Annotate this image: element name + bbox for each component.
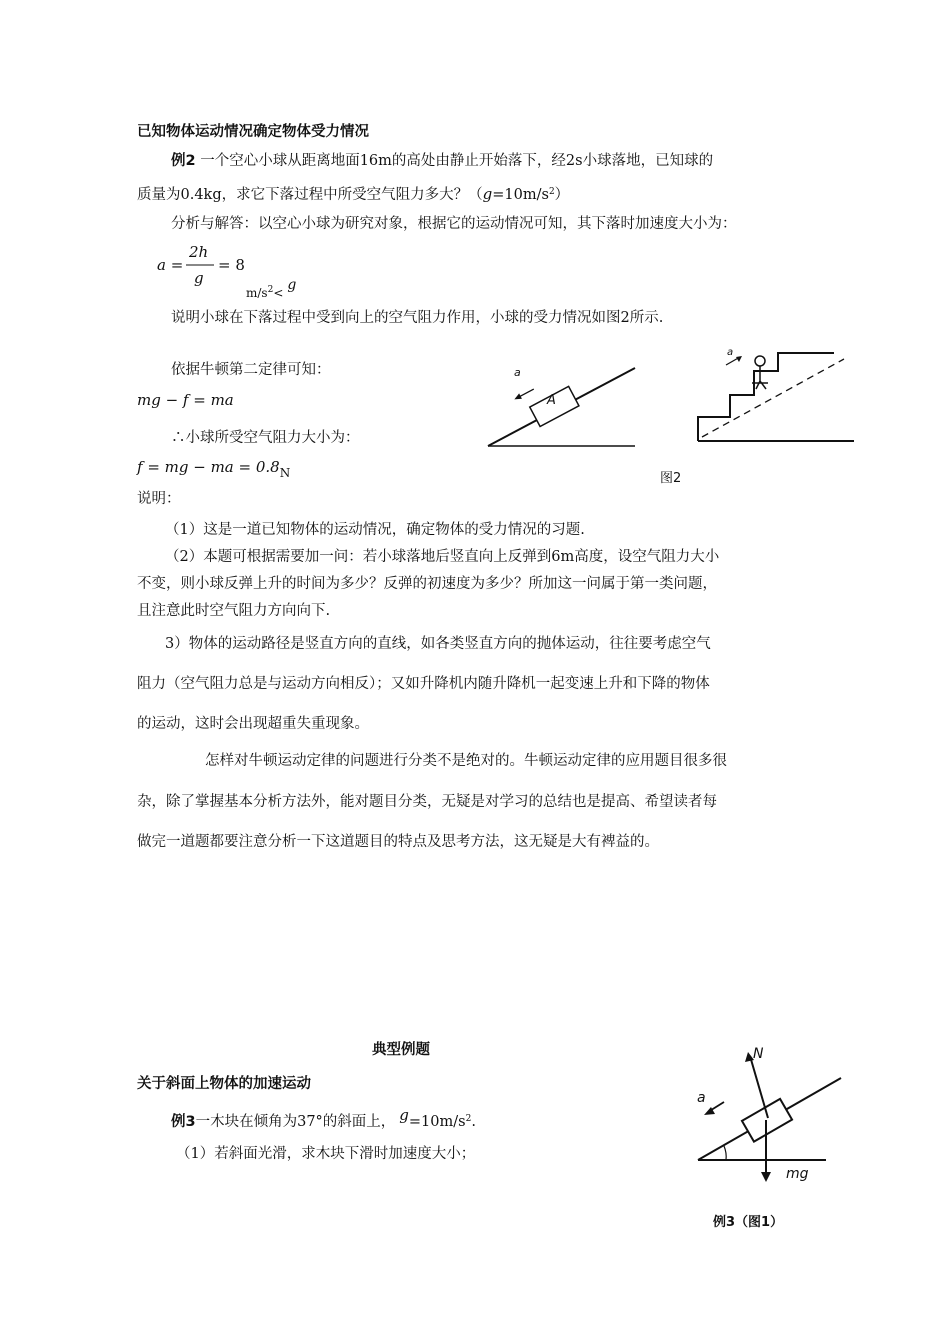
less-than: < <box>273 286 284 300</box>
equation-2 <box>137 457 290 478</box>
example-2-text-part: 质量为0.4kg，求它下落过程中所受空气阻力多大？（ <box>137 187 483 203</box>
question-1: （1）若斜面光滑，求木块下滑时加速度大小； <box>176 1146 476 1162</box>
example-3-figure-caption: 例3（图1） <box>713 1215 784 1230</box>
equation-1: mg − f = ma <box>137 391 234 409</box>
equation-2-unit: N <box>279 466 291 480</box>
g-symbol: g <box>287 277 297 293</box>
normal-force-label: N <box>753 1046 764 1062</box>
g-symbol: g <box>482 185 493 203</box>
formula-a-lhs: a = <box>157 256 184 274</box>
analysis-line: 分析与解答：以空心小球为研究对象，根据它的运动情况可知，其下落时加速度大小为： <box>171 216 737 232</box>
person-head <box>755 356 765 366</box>
example-3-figure <box>686 1050 851 1185</box>
fig2-arrow-label: a <box>514 366 521 379</box>
gravity-label: mg <box>786 1166 809 1182</box>
formula-a-rhs: = 8 <box>218 256 245 274</box>
example-2-label: 例2 <box>171 153 196 169</box>
paragraph-line-2: 杂，除了掌握基本分析方法外，能对题目分类，无疑是对学习的总结也是提高、希望读者每 <box>137 794 717 810</box>
figure-2-caption: 图2 <box>660 471 682 486</box>
newton-line: 依据牛顿第二定律可知： <box>171 362 331 378</box>
g-symbol: g <box>399 1106 409 1124</box>
note-2-line-1: （2）本题可根据需要加一问：若小球落地后竖直向上反弹到6m高度，设空气阻力大小 <box>165 549 720 565</box>
note-2-line-3: 且注意此时空气阻力方向向下. <box>137 603 331 619</box>
paren-close: ） <box>554 187 570 203</box>
paragraph-line-1: 怎样对牛顿运动定律的问题进行分类不是绝对的。牛顿运动定律的应用题目很多很 <box>205 753 727 769</box>
formula-a-numerator: 2h <box>189 243 209 261</box>
g-value: =10m/s <box>408 1114 466 1130</box>
note-3-line-1: 3）物体的运动路径是竖直方向的直线，如各类竖直方向的抛体运动，往往要考虑空气 <box>165 636 711 652</box>
example-2-text: 一个空心小球从距离地面16m的高处由静止开始落下，经2s小球落地，已知球的 <box>200 153 714 169</box>
example-3-line <box>171 1106 476 1132</box>
example-3-label: 例3 <box>171 1114 196 1130</box>
note-3-line-3: 的运动，这时会出现超重失重现象。 <box>137 716 369 732</box>
period: . <box>471 1114 476 1130</box>
equation-2-text: f = mg − ma = 0.8 <box>137 458 280 476</box>
figure-2-incline <box>480 360 645 455</box>
fraction-bar <box>186 264 214 266</box>
note-1: （1）这是一道已知物体的运动情况，确定物体的受力情况的习题. <box>165 522 585 538</box>
unit-text: m/s <box>246 286 268 300</box>
explain-line: 说明小球在下落过程中受到向上的空气阻力作用，小球的受力情况如图2所示. <box>171 310 664 326</box>
example-2-line-2 <box>137 182 569 205</box>
typical-examples-title: 典型例题 <box>372 1042 430 1058</box>
paragraph-line-3: 做完一道题都要注意分析一下这道题目的特点及思考方法，这无疑是大有裨益的。 <box>137 834 659 850</box>
note-label: 说明： <box>137 491 181 507</box>
example-3-text: 一木块在倾角为37°的斜面上， <box>195 1114 396 1130</box>
formula-a-unit <box>246 277 297 303</box>
figure-2-escalator <box>694 345 859 450</box>
note-2-line-2: 不变，则小球反弹上升的时间为多少？反弹的初速度为多少？所加这一问属于第一类问题， <box>137 576 717 592</box>
acceleration-label: a <box>697 1090 706 1106</box>
fig2-escalator-arrow-label: a <box>727 347 734 358</box>
example-2-line-1 <box>171 151 713 171</box>
section-heading: 已知物体运动情况确定物体受力情况 <box>137 124 369 140</box>
superscript: 2 <box>465 1114 472 1124</box>
block-a-label: A <box>547 393 556 408</box>
superscript: 2 <box>267 285 274 295</box>
formula-a-denominator: g <box>194 269 204 287</box>
superscript: 2 <box>548 187 555 197</box>
therefore-line: ∴小球所受空气阻力大小为： <box>171 430 360 446</box>
note-3-line-2: 阻力（空气阻力总是与运动方向相反）；又如升降机内随升降机一起变速上升和下降的物体 <box>137 676 710 692</box>
g-value: =10m/s <box>492 187 549 203</box>
incline-heading: 关于斜面上物体的加速运动 <box>137 1076 311 1092</box>
